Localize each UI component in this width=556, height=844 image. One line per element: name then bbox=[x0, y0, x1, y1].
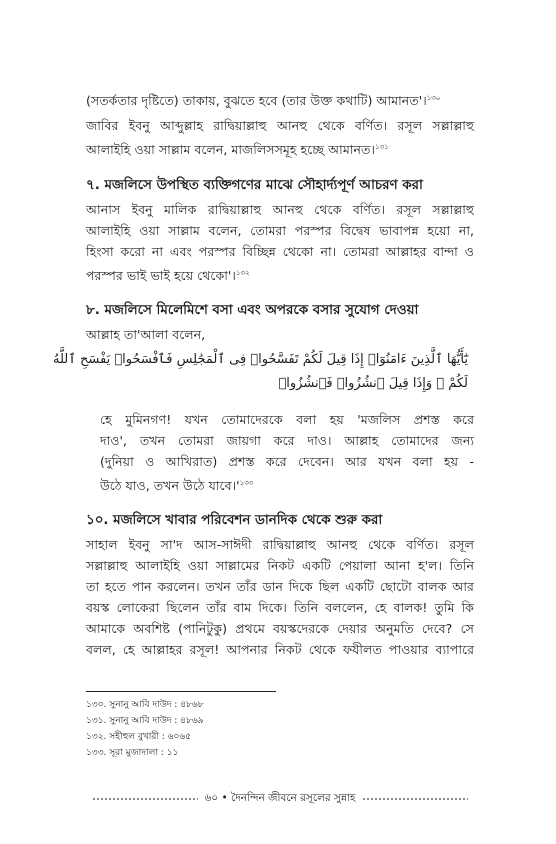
section-intro: আল্লাহ তা'আলা বলেন, bbox=[86, 327, 206, 342]
footnote: ১৩১. সুনানু আবি দাউদ : ৪৮৬৯ bbox=[86, 716, 204, 726]
section-line: হিংসা করো না এবং পরস্পর বিচ্ছিন্ন থেকো না। তোমরা আল্লাহর বান্দা ও bbox=[86, 244, 474, 259]
section-heading: ৭. মজলিসে উপস্থিত ব্যক্তিগণের মাঝে সৌহার্দ্যপূর্ণ আচরণ করা bbox=[86, 178, 423, 193]
footer-ornament-right bbox=[362, 796, 468, 802]
translation-line: (দুনিয়া ও আখিরাত) প্রশস্ত করে দেবেন। আর যখন বলা হয় - bbox=[100, 454, 474, 469]
section-line: সাহাল ইবনু সা'দ আস-সাঈদী রাদ্বিয়াল্লাহু আনহু থেকে বর্ণিত। রসূল bbox=[86, 537, 474, 552]
section-line: আলাইহি ওয়া সাল্লাম বলেন, তোমরা পরস্পর বিদ্বেষ ভাবাপন্ন হয়ো না, bbox=[86, 223, 474, 238]
section-line: আনাস ইবনু মালিক রাদ্বিয়াল্লাহু আনহু থেকে বর্ণিত। রসূল সল্লাল্লাহু bbox=[86, 202, 474, 217]
footnote: ১৩০. সুনানু আবি দাউদ : ৪৮৬৮ bbox=[86, 700, 204, 710]
footnote-marker[interactable]: ১৩১ bbox=[374, 143, 389, 151]
page-footer bbox=[86, 791, 474, 807]
footnote: ১৩২. সহীহুল বুখারী : ৬০৬৫ bbox=[86, 732, 192, 742]
section-heading: ৮. মজলিসে মিলেমিশে বসা এবং অপরকে বসার সুযোগ দেওয়া bbox=[86, 303, 419, 318]
section-line: আমাকে অবশিষ্ট (পানিটুকু) প্রথমে বয়স্কদেরকে দেয়ার অনুমতি দেবে? সে bbox=[86, 621, 474, 636]
book-title: দৈনন্দিন জীবনে রসূলের সুন্নাহ bbox=[231, 791, 356, 804]
arabic-verse-line: لَكُمْ ۖ وَإِذَا قِيلَ ٱنشُزُوا۟ فَٱنشُزُوا۟ bbox=[278, 376, 468, 391]
paragraph-line bbox=[86, 88, 474, 111]
footer-label bbox=[204, 791, 355, 808]
footer-bullet: • bbox=[221, 791, 228, 804]
footer-ornament-left bbox=[92, 796, 198, 802]
page-number: ৬০ bbox=[204, 791, 219, 804]
section-text: পরস্পর ভাই ভাই হয়ে থেকো'। bbox=[86, 268, 236, 284]
translation-line bbox=[100, 473, 474, 496]
section-line: তা হতে পান করলেন। তখন তাঁর ডান দিকে ছিল একটি ছোটো বালক আর bbox=[86, 579, 474, 594]
footnote: ১৩৩. সূরা মুজাদালা : ১১ bbox=[86, 748, 179, 758]
paragraph-text: (সতর্কতার দৃষ্টিতে) তাকায়, বুঝতে হবে (তার উক্ত কথাটি) আমানত'। bbox=[86, 93, 427, 109]
footnote-marker[interactable]: ১৩৩ bbox=[239, 479, 254, 487]
paragraph-line bbox=[86, 137, 474, 160]
paragraph-text: আলাইহি ওয়া সাল্লাম বলেন, মাজলিসসমূহ হচ্ছে আমানত। bbox=[86, 142, 375, 158]
footnote-marker[interactable]: ১৩২ bbox=[235, 269, 250, 277]
section-line: সল্লাল্লাহু আলাইহি ওয়া সাল্লামের নিকট একটি পেয়ালা আনা হ'ল। তিনি bbox=[86, 558, 474, 573]
arabic-verse-line: يَٰٓأَيُّهَا ٱلَّذِينَ ءَامَنُوٓا۟ إِذَا قِيلَ لَكُمْ تَفَسَّحُوا۟ فِى ٱلْمَجَٰلِسِ فَٱفْسَحُوا۟ يَفْسَحِ ٱللَّهُ bbox=[53, 352, 468, 367]
section-line bbox=[86, 263, 474, 286]
section-line: বলল, হে আল্লাহর রসূল! আপনার নিকট থেকে ফযীলত পাওয়ার ব্যাপারে bbox=[86, 642, 474, 657]
translation-text: উঠে যাও, তখন উঠে যাবে।' bbox=[100, 478, 240, 494]
section-line: বয়স্ক লোকেরা ছিলেন তাঁর বাম দিকে। তিনি বললেন, হে বালক! তুমি কি bbox=[86, 600, 474, 615]
paragraph-line: জাবির ইবনু আব্দুল্লাহ রাদ্বিয়াল্লাহু আনহু থেকে বর্ণিত। রসূল সল্লাল্লাহু bbox=[86, 118, 474, 133]
section-heading: ১০. মজলিসে খাবার পরিবেশন ডানদিক থেকে শুরু করা bbox=[86, 513, 383, 528]
footnote-marker[interactable]: ১৩০ bbox=[426, 94, 441, 102]
footnote-divider bbox=[86, 691, 276, 692]
translation-line: হে মুমিনগণ! যখন তোমাদেরকে বলা হয় 'মজলিস প্রশস্ত করে bbox=[100, 412, 474, 427]
translation-line: দাও', তখন তোমরা জায়গা করে দাও। আল্লাহ তোমাদের জন্য bbox=[100, 433, 474, 448]
